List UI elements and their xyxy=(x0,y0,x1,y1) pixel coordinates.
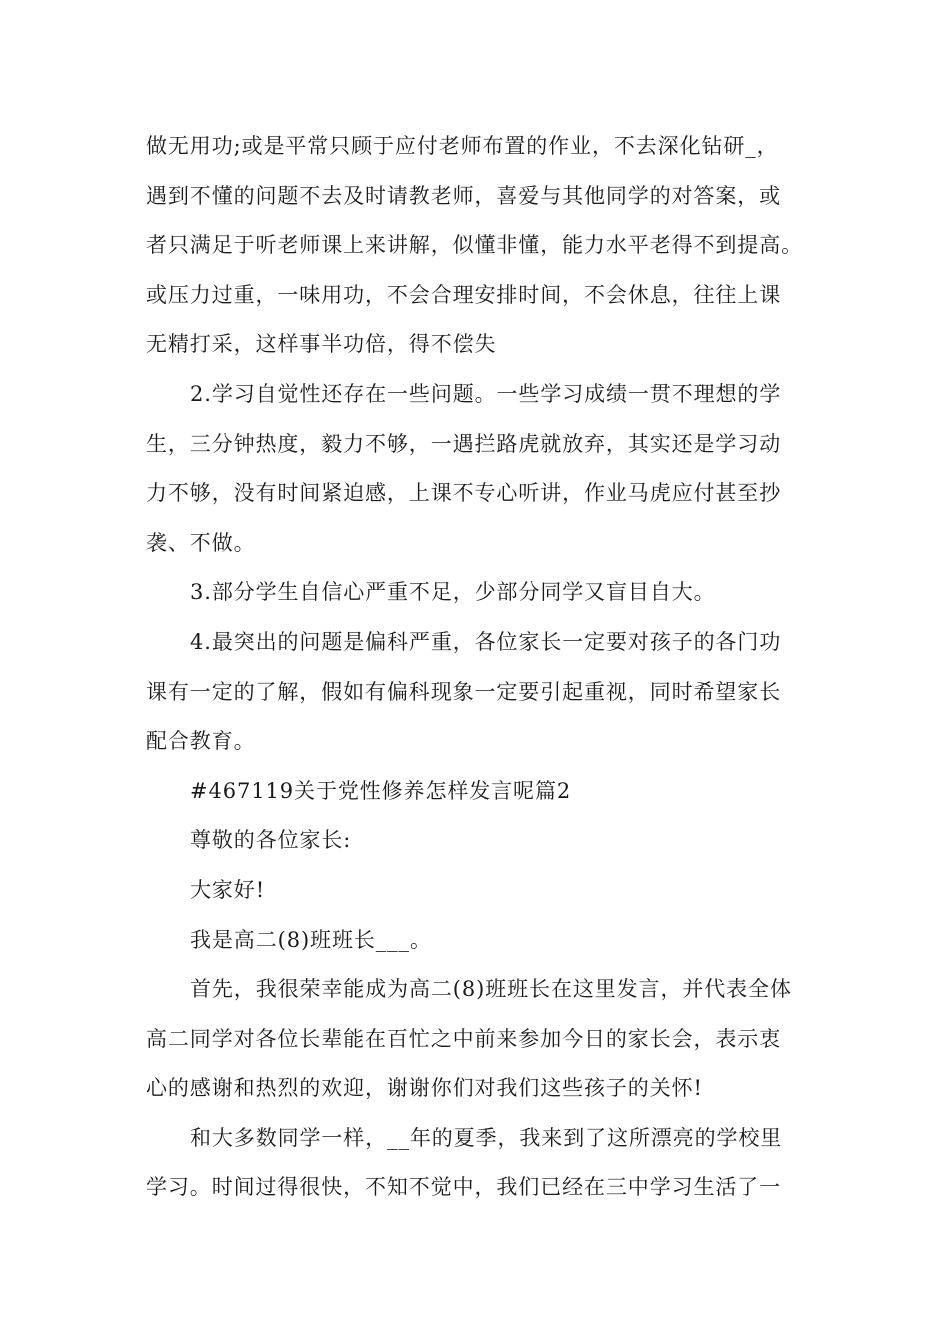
list-item-3: 3.部分学生自信心严重不足，少部分同学又盲目自大。 xyxy=(190,580,716,605)
text-line: 遇到不懂的问题不去及时请教老师，喜爱与其他同学的对答案，或 xyxy=(146,183,782,208)
text-line: 课有一定的了解，假如有偏科现象一定要引起重视，同时希望家长 xyxy=(146,679,782,704)
text-line: 高二同学对各位长辈能在百忙之中前来参加今日的家长会，表示衷 xyxy=(146,1026,782,1051)
text-line: 力不够，没有时间紧迫感，上课不专心听讲，作业马虎应付甚至抄 xyxy=(146,481,782,506)
text-line: 配合教育。 xyxy=(146,729,256,754)
text-line: 学习。时间过得很快，不知不觉中，我们已经在三中学习生活了一 xyxy=(146,1175,782,1200)
list-item-2: 2.学习自觉性还存在一些问题。一些学习成绩一贯不理想的学 xyxy=(190,381,782,406)
self-introduction: 我是高二(8)班班长___。 xyxy=(190,927,432,952)
document-body xyxy=(146,122,826,1213)
greeting: 大家好! xyxy=(190,877,266,902)
text-line: 做无用功;或是平常只顾于应付老师布置的作业，不去深化钻研_， xyxy=(146,134,779,158)
text-line: 生，三分钟热度，毅力不够，一遇拦路虎就放弃，其实还是学习动 xyxy=(146,431,782,456)
paragraph-start: 首先，我很荣幸能成为高二(8)班班长在这里发言，并代表全体 xyxy=(190,977,792,1002)
list-item-4: 4.最突出的问题是偏科严重，各位家长一定要对孩子的各门功 xyxy=(190,629,782,654)
text-line: 袭、不做。 xyxy=(146,530,256,555)
section-heading: #467119关于党性修养怎样发言呢篇2 xyxy=(190,778,572,803)
text-line: 心的感谢和热烈的欢迎，谢谢你们对我们这些孩子的关怀! xyxy=(146,1076,703,1101)
salutation: 尊敬的各位家长: xyxy=(190,828,352,853)
text-line: 者只满足于听老师课上来讲解，似懂非懂，能力水平老得不到提高。 xyxy=(146,233,803,258)
paragraph-start: 和大多数同学一样，__年的夏季，我来到了这所漂亮的学校里 xyxy=(190,1125,783,1150)
text-line: 无精打采，这样事半功倍，得不偿失 xyxy=(146,332,497,357)
text-line: 或压力过重，一味用功，不会合理安排时间，不会休息，往往上课 xyxy=(146,282,782,307)
